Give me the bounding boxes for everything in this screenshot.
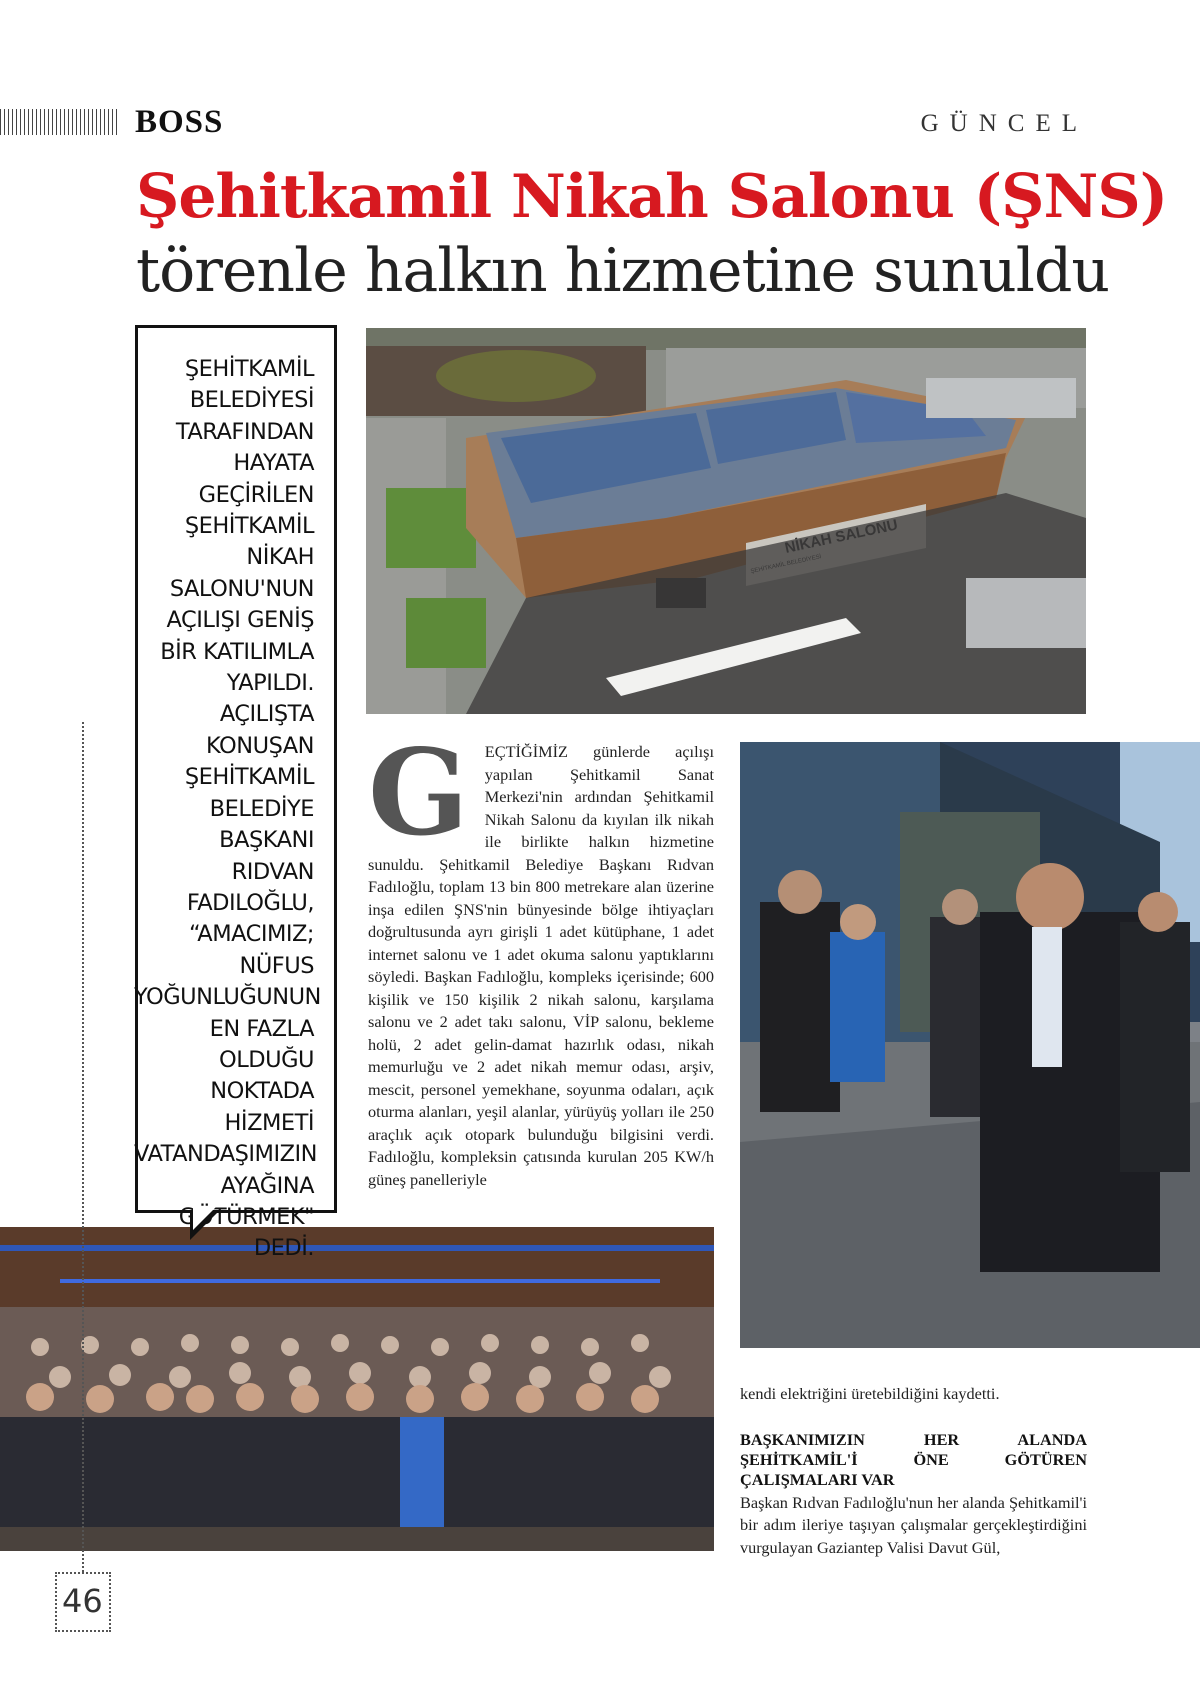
officials-walking-photo	[740, 742, 1200, 1348]
headline-line-2: törenle halkın hizmetine sunuldu	[136, 236, 1110, 306]
article-body-1: EÇTİĞİMİZ günlerde açılışı yapılan Şehitkamil Sanat Merkezi'nin ardından Şehitkamil Nikah Salonu da kıyılan ilk nikah ile birlikte halkın hizmetine sunuldu. Şehitkamil Belediye Başkanı Rıdvan Fadıloğlu, toplam 13 bin 800 metrekare alan üzerine inşa edilen ŞNS'nin bünyesinde bölge ihtiyaçları doğrultusunda ayrı girişli 1 adet kütüphane, 1 adet internet salonu ve 1 adet okuma salonu yaptıklarını söyledi. Başkan Fadıloğlu, kompleks içerisinde; 600 kişilik ve 150 kişilik 2 nikah salonu, karşılama salonu ve 2 adet takı salonu, VİP salonu, bekleme holü, 2 adet gelin-damat hazırlık odası, nikah memurluğu ve 2 adet nikah memur odası, arşiv, mescit, personel yemekhane, soyunma odaları, açık oturma alanları, yeşil alanlar, yürüyüş yolları ile 250 araçlık açık otopark bulunduğu bilgisini verdi. Fadıloğlu, kompleksin çatısında kurulan 205 KW/h güneş panelleriyle	[368, 742, 714, 1189]
page-number: 46	[62, 1582, 103, 1620]
magazine-brand: BOSS	[135, 104, 224, 140]
headline-line-1: Şehitkamil Nikah Salonu (ŞNS)	[136, 162, 1168, 232]
aerial-building-photo	[366, 328, 1086, 714]
header-rule-lines	[0, 109, 120, 135]
audience-hall-photo	[0, 1227, 714, 1551]
article-column-1	[368, 723, 714, 1191]
pull-quote-text: ŞEHİTKAMİL BELEDİYESİ TARAFINDAN HAYATA GEÇİRİLEN ŞEHİTKAMİL NİKAH SALONU'NUN AÇILIŞI GENİŞ BİR KATILIMLA YAPILDI. AÇILIŞTA KONUŞAN ŞEHİTKAMİL BELEDİYE BAŞKANI RIDVAN FADILOĞLU, “AMACIMIZ; NÜFUS YOĞUNLUĞUNUN EN FAZLA OLDUĞU NOKTADA HİZMETİ VATANDAŞIMIZIN AYAĞINA GÖTÜRMEK" DEDİ.	[134, 356, 321, 1262]
dotted-guide-vertical	[82, 722, 84, 1572]
article-body-2: Başkan Rıdvan Fadıloğlu'nun her alanda Şehitkamil'i bir adım ileriye taşıyan çalışmalar gerçekleştirdiğini vurgulayan Gaziantep Valisi Davut Gül,	[740, 1492, 1087, 1557]
article-column-2	[740, 1383, 1087, 1559]
drop-cap: G	[368, 723, 469, 862]
article-subheading: BAŞKANIMIZIN HER ALANDA ŞEHİTKAMİL'İ ÖNE GÖTÜREN ÇALIŞMALARI VAR	[740, 1429, 1087, 1489]
pull-quote-box	[134, 325, 337, 1262]
section-label: GÜNCEL	[920, 110, 1088, 137]
pull-quote-tail	[190, 1210, 220, 1240]
article-body-continued: kendi elektriğini üretebildiğini kaydetti.	[740, 1384, 1000, 1403]
